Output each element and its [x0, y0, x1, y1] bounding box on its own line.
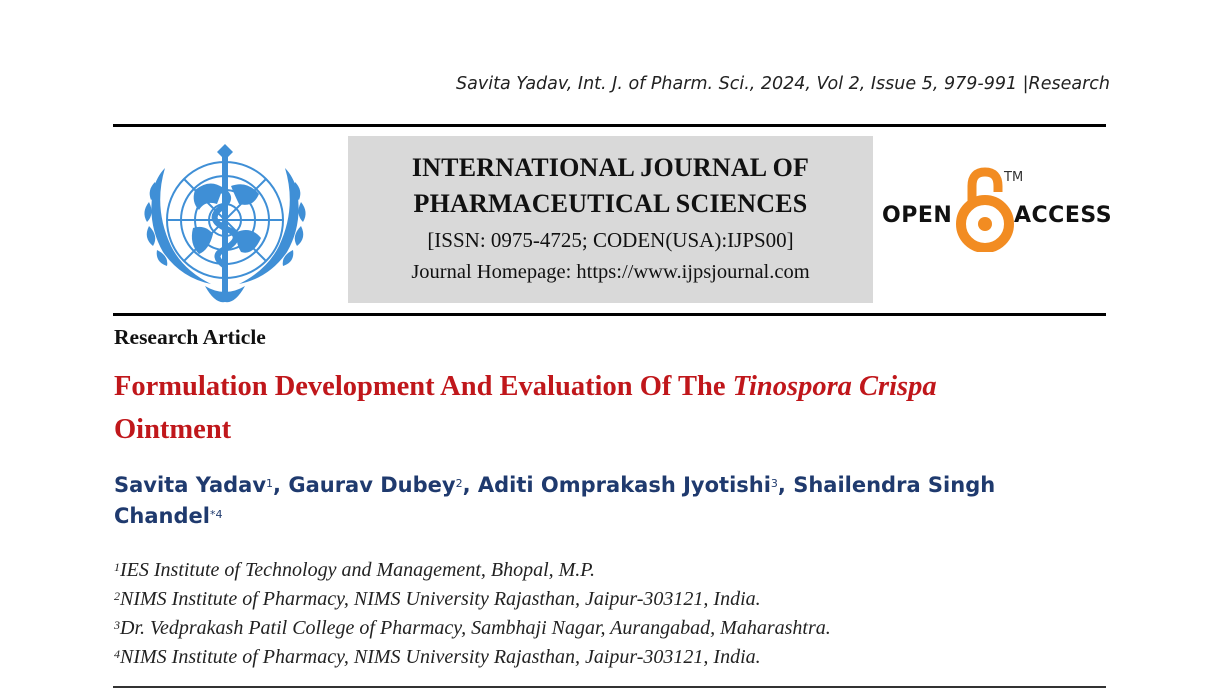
header-rule-bottom — [113, 313, 1106, 316]
open-access-word-open: OPEN — [882, 203, 953, 228]
author-name: Savita Yadav — [114, 473, 267, 497]
journal-issn: [ISSN: 0975-4725; CODEN(USA):IJPS00] — [427, 228, 794, 252]
journal-homepage-link[interactable]: Journal Homepage: https://www.ijpsjournal.com — [411, 261, 810, 283]
article-title-part-1: Formulation Development And Evaluation Of The — [114, 371, 733, 402]
affiliation-item — [114, 585, 1104, 614]
running-head: Savita Yadav, Int. J. of Pharm. Sci., 2024, Vol 2, Issue 5, 979-991 |Research — [456, 74, 1110, 94]
affiliation-number: 3 — [114, 618, 120, 632]
author-affiliation-mark: 2 — [455, 477, 463, 490]
affiliation-number: 4 — [114, 647, 120, 661]
affiliation-number: 2 — [114, 589, 120, 603]
author-name: Shailendra Singh Chandel — [114, 473, 996, 528]
affiliation-text: Dr. Vedprakash Patil College of Pharmacy, Sambhaji Nagar, Aurangabad, Maharashtra. — [120, 617, 831, 639]
affiliation-text: NIMS Institute of Pharmacy, NIMS University Rajasthan, Jaipur-303121, India. — [120, 588, 761, 610]
author-list — [114, 470, 1104, 532]
journal-masthead — [348, 136, 873, 303]
author-separator: , — [777, 473, 794, 497]
author-affiliation-mark: *4 — [209, 508, 223, 521]
header-rule-top — [113, 124, 1106, 127]
journal-name-line-2: PHARMACEUTICAL SCIENCES — [413, 189, 808, 218]
article-title-part-2: Ointment — [114, 414, 232, 445]
trademark-mark: TM — [1004, 170, 1024, 185]
open-access-word-access: ACCESS — [1014, 203, 1113, 228]
affiliation-text: NIMS Institute of Pharmacy, NIMS University Rajasthan, Jaipur-303121, India. — [120, 646, 761, 668]
author-name: Gaurav Dubey — [288, 473, 456, 497]
journal-name-line-1: INTERNATIONAL JOURNAL OF — [411, 153, 810, 182]
author-name: Aditi Omprakash Jyotishi — [477, 473, 771, 497]
affiliation-text: IES Institute of Technology and Management, Bhopal, M.P. — [120, 559, 595, 581]
affiliation-item — [114, 614, 1104, 643]
author-affiliation-mark: 1 — [266, 477, 274, 490]
article-title-species: Tinospora Crispa — [732, 371, 937, 402]
article-type: Research Article — [114, 325, 266, 349]
author-separator: , — [462, 473, 478, 497]
affiliation-rule — [113, 686, 1106, 688]
un-emblem-logo — [125, 138, 325, 306]
affiliation-number: 1 — [114, 560, 120, 574]
author-affiliation-mark: 3 — [770, 477, 778, 490]
affiliation-item — [114, 556, 1104, 585]
affiliation-item — [114, 643, 1104, 672]
author-separator: , — [273, 473, 289, 497]
journal-name — [348, 150, 873, 222]
article-title — [114, 365, 1104, 451]
affiliation-list — [114, 556, 1104, 672]
